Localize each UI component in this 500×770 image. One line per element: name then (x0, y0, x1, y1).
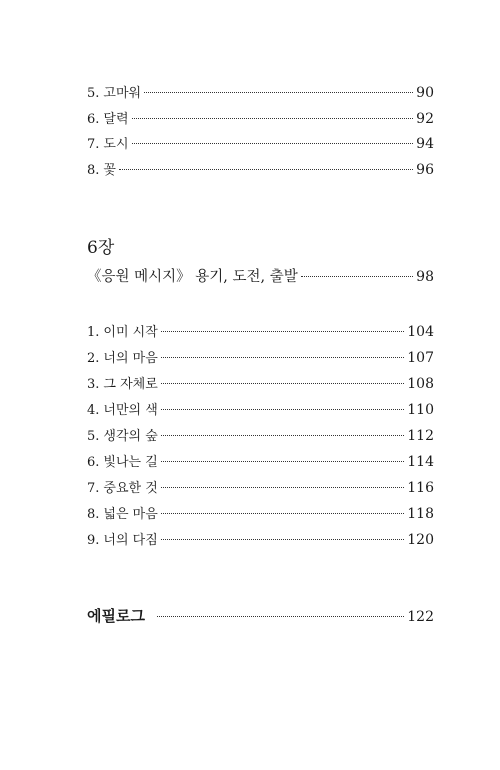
toc-entry[interactable] (87, 401, 434, 420)
entry-title: 너만의 색 (103, 403, 158, 418)
entry-title: 이미 시작 (103, 325, 158, 340)
toc-entry[interactable] (87, 110, 434, 129)
entry-number: 6. (87, 112, 100, 127)
entry-page-number: 96 (416, 162, 434, 178)
dot-leader (132, 143, 414, 144)
chapter-label: 6장 (87, 238, 115, 258)
entry-number: 9. (87, 533, 100, 548)
dot-leader (161, 461, 404, 462)
entry-title: 너의 다짐 (103, 533, 158, 548)
entry-page-number: 94 (416, 136, 434, 152)
entry-page-number: 112 (407, 428, 434, 444)
toc-entry[interactable] (87, 161, 434, 180)
dot-leader (161, 513, 404, 514)
entry-number: 4. (87, 403, 100, 418)
entry-title: 너의 마음 (103, 351, 158, 366)
entry-page-number: 120 (407, 532, 434, 548)
entry-number: 8. (87, 163, 100, 178)
toc-entry[interactable] (87, 427, 434, 446)
dot-leader (132, 118, 414, 119)
entry-page-number: 92 (416, 111, 434, 127)
toc-entry[interactable] (87, 479, 434, 498)
entry-title: 넓은 마음 (103, 507, 158, 522)
chapter-title: 《응원 메시지》 용기, 도전, 출발 (87, 269, 298, 285)
toc-entry[interactable] (87, 84, 434, 103)
dot-leader (161, 331, 404, 332)
entry-title: 달력 (103, 112, 129, 127)
entry-page-number: 110 (407, 402, 434, 418)
epilogue-page-number: 122 (407, 609, 434, 625)
entry-number: 8. (87, 507, 100, 522)
epilogue-title: 에필로그 (87, 607, 145, 625)
entry-number: 5. (87, 429, 100, 444)
entry-number: 3. (87, 377, 100, 392)
dot-leader (161, 435, 404, 436)
entry-title: 꽃 (103, 163, 116, 178)
toc-entry[interactable] (87, 505, 434, 524)
entry-number: 7. (87, 481, 100, 496)
dot-leader (161, 539, 404, 540)
dot-leader (161, 409, 404, 410)
entry-title: 빛나는 길 (103, 455, 158, 470)
toc-entry[interactable] (87, 323, 434, 342)
dot-leader (144, 92, 413, 93)
entry-number: 6. (87, 455, 100, 470)
entry-title: 도시 (103, 137, 129, 152)
entry-page-number: 116 (407, 480, 434, 496)
entry-page-number: 108 (407, 376, 434, 392)
entry-number: 7. (87, 137, 100, 152)
toc-entry[interactable] (87, 453, 434, 472)
dot-leader (119, 169, 413, 170)
toc-entry[interactable] (87, 349, 434, 368)
entry-title: 생각의 숲 (103, 429, 158, 444)
entry-number: 5. (87, 86, 100, 101)
entry-title: 고마워 (103, 86, 142, 101)
entry-number: 1. (87, 325, 100, 340)
dot-leader (157, 616, 404, 617)
entry-title: 중요한 것 (103, 481, 158, 496)
entry-title: 그 자체로 (103, 377, 158, 392)
dot-leader (161, 383, 404, 384)
dot-leader (301, 276, 413, 277)
dot-leader (161, 357, 404, 358)
chapter-title-entry[interactable] (87, 268, 434, 286)
entry-page-number: 104 (407, 324, 434, 340)
dot-leader (161, 487, 404, 488)
entry-page-number: 114 (407, 454, 434, 470)
toc-entry[interactable] (87, 531, 434, 550)
toc-entry[interactable] (87, 375, 434, 394)
epilogue-entry[interactable] (87, 607, 434, 626)
entry-page-number: 107 (407, 350, 434, 366)
entry-page-number: 90 (416, 85, 434, 101)
chapter-page-number: 98 (416, 269, 434, 285)
entry-page-number: 118 (407, 506, 434, 522)
entry-number: 2. (87, 351, 100, 366)
toc-entry[interactable] (87, 135, 434, 154)
